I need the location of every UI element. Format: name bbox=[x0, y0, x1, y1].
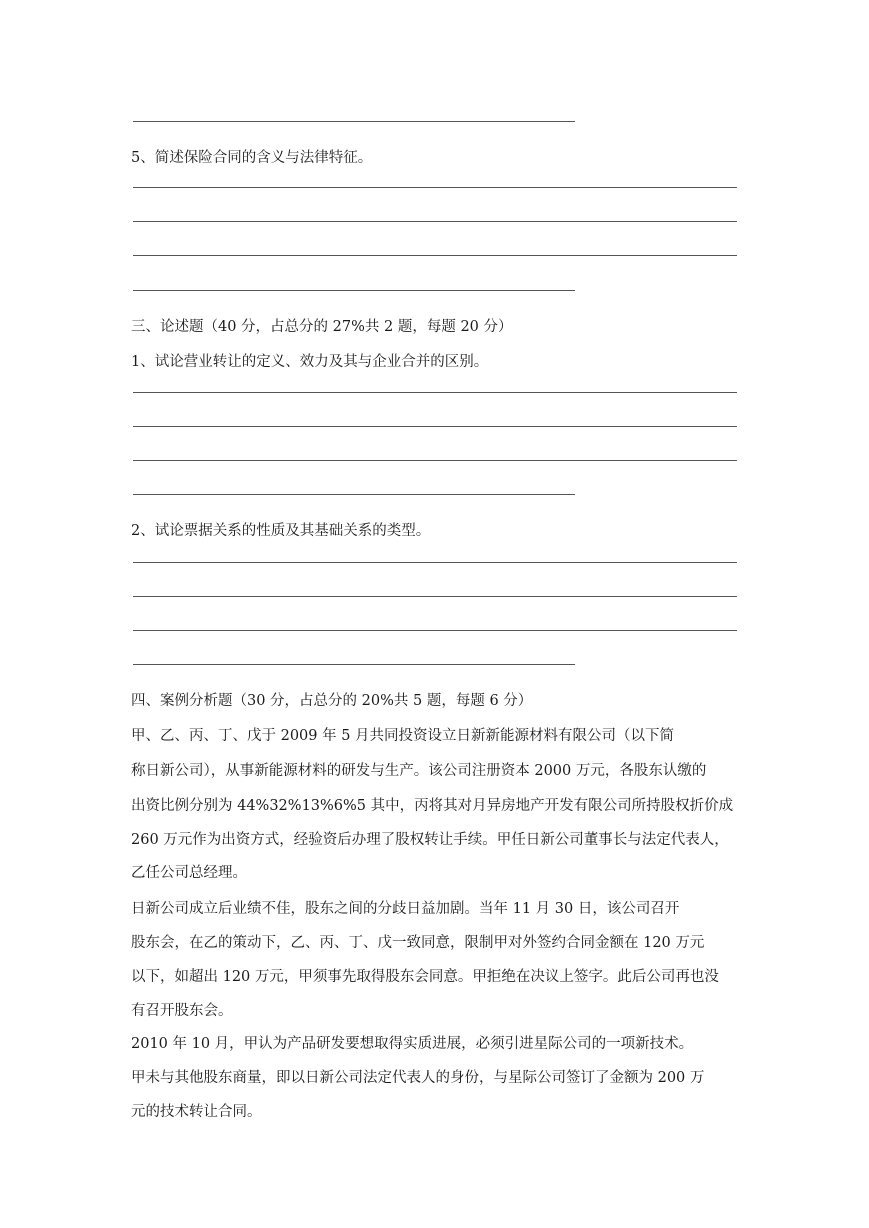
case-text-line: 称日新公司），从事新能源材料的研发与生产。该公司注册资本 2000 万元，各股东认缴的 bbox=[131, 763, 707, 779]
answer-line bbox=[133, 630, 737, 631]
case-text-line: 股东会，在乙的策动下，乙、丙、丁、戊一致同意，限制甲对外签约合同金额在 120 万元 bbox=[131, 935, 705, 951]
answer-line bbox=[133, 460, 737, 461]
answer-line bbox=[133, 121, 575, 122]
case-text-line: 甲、乙、丙、丁、戊于 2009 年 5 月共同投资设立日新新能源材料有限公司（以下简 bbox=[131, 728, 675, 744]
case-text-line: 日新公司成立后业绩不佳，股东之间的分歧日益加剧。当年 11 月 30 日，该公司召开 bbox=[131, 901, 680, 917]
answer-line bbox=[133, 494, 575, 495]
case-text-line: 260 万元作为出资方式，经验资后办理了股权转让手续。甲任日新公司董事长与法定代表人， bbox=[131, 832, 729, 848]
answer-line bbox=[133, 392, 737, 393]
answer-line bbox=[133, 426, 737, 427]
case-text-line: 出资比例分别为 44%32%13%6%5 其中，丙将其对月异房地产开发有限公司所持股权折价成 bbox=[131, 798, 734, 814]
answer-line bbox=[133, 596, 737, 597]
case-text-line: 元的技术转让合同。 bbox=[131, 1104, 262, 1120]
section-3-question-2: 2、试论票据关系的性质及其基础关系的类型。 bbox=[131, 523, 431, 539]
answer-line bbox=[133, 562, 737, 563]
answer-line bbox=[133, 187, 737, 188]
section-3-heading: 三、论述题（40 分，占总分的 27%共 2 题，每题 20 分） bbox=[131, 319, 513, 335]
case-text-line: 乙任公司总经理。 bbox=[131, 865, 247, 881]
case-text-line: 甲未与其他股东商量，即以日新公司法定代表人的身份，与星际公司签订了金额为 200 万 bbox=[131, 1070, 705, 1086]
question-5: 5、简述保险合同的含义与法律特征。 bbox=[131, 150, 373, 166]
case-text-line: 以下，如超出 120 万元，甲须事先取得股东会同意。甲拒绝在决议上签字。此后公司再也没 bbox=[131, 969, 719, 985]
answer-line bbox=[133, 664, 575, 665]
answer-line bbox=[133, 255, 737, 256]
section-3-question-1: 1、试论营业转让的定义、效力及其与企业合并的区别。 bbox=[131, 354, 489, 370]
case-text-line: 有召开股东会。 bbox=[131, 1003, 233, 1019]
answer-line bbox=[133, 290, 575, 291]
case-text-line: 2010 年 10 月，甲认为产品研发要想取得实质进展，必须引进星际公司的一项新技术。 bbox=[131, 1036, 694, 1052]
answer-line bbox=[133, 221, 737, 222]
section-4-heading: 四、案例分析题（30 分，占总分的 20%共 5 题，每题 6 分） bbox=[131, 693, 533, 709]
